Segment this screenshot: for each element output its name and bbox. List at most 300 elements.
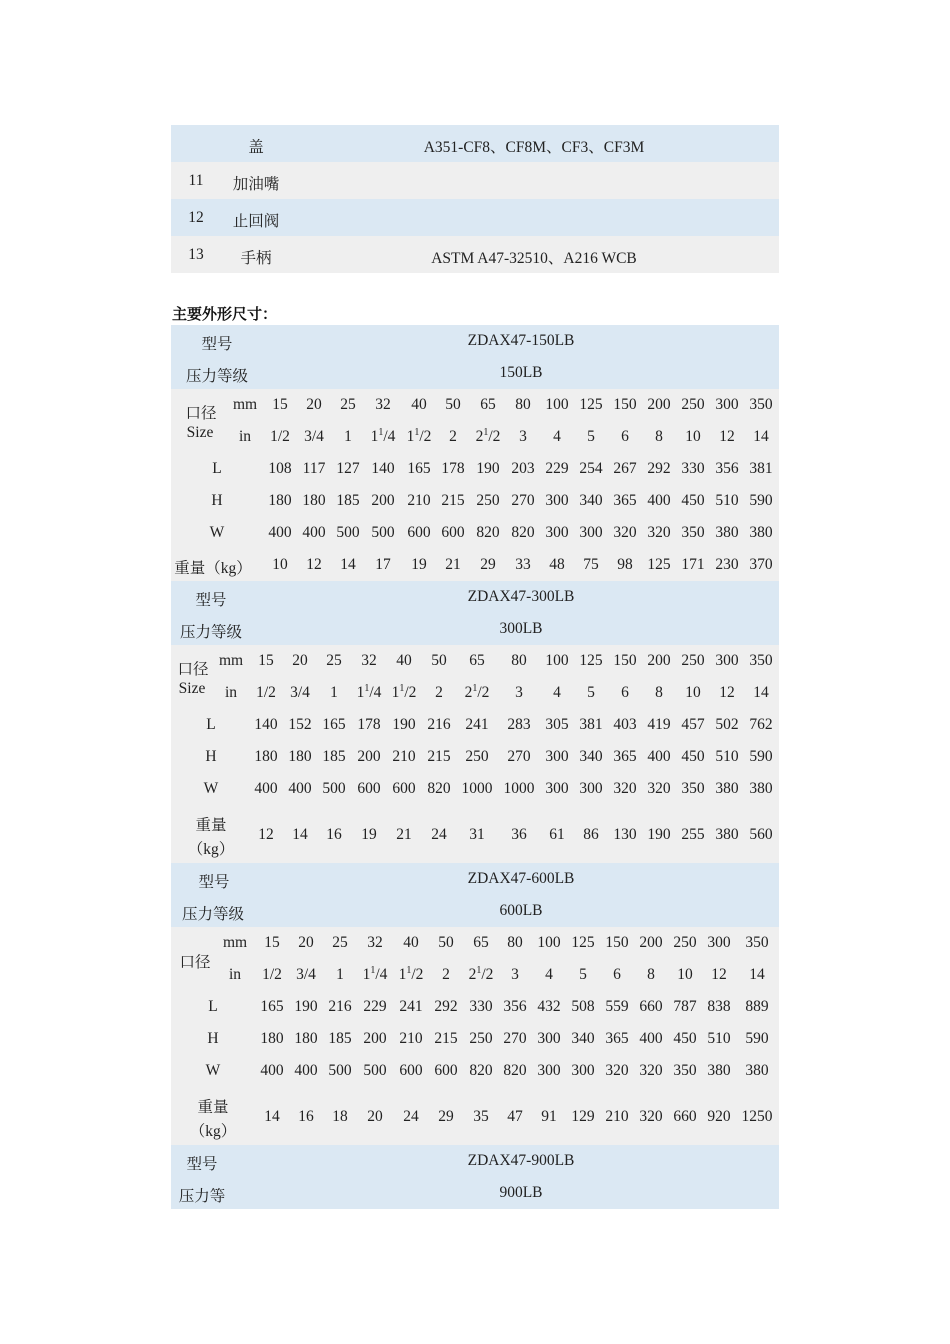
- in-size: [363, 966, 388, 984]
- in-size-whole: 1/2: [256, 684, 276, 701]
- mm-size: 125: [579, 652, 603, 669]
- W-value: 320: [647, 524, 671, 541]
- in-size-whole: 5: [579, 966, 587, 983]
- in-size: [553, 428, 561, 446]
- in-size-sup: 1: [483, 427, 489, 438]
- in-size-whole: 10: [685, 684, 701, 701]
- W-value: 380: [707, 1062, 731, 1079]
- L-value: 502: [715, 716, 739, 733]
- weight-value: 380: [715, 826, 739, 843]
- model-label: 型号: [198, 874, 230, 891]
- L-value: 140: [254, 716, 278, 733]
- L-value: 203: [511, 460, 535, 477]
- H-value: 250: [469, 1030, 493, 1047]
- H-value: 400: [639, 1030, 663, 1047]
- mm-size: 20: [292, 652, 308, 669]
- weight-value: 16: [298, 1108, 314, 1125]
- H-value: 180: [288, 748, 312, 765]
- in-size: [749, 966, 765, 984]
- pressure-label: 压力等: [178, 1188, 226, 1205]
- W-label: W: [209, 524, 225, 541]
- mm-size: 15: [264, 934, 280, 951]
- weight-value: 130: [613, 826, 637, 843]
- L-value: 381: [579, 716, 603, 733]
- W-label: W: [203, 780, 219, 797]
- mm-size: 40: [411, 396, 427, 413]
- H-value: 180: [254, 748, 278, 765]
- in-size-whole: 14: [753, 428, 769, 445]
- L-value: 508: [571, 998, 595, 1015]
- in-size: [685, 428, 701, 446]
- H-value: 185: [336, 492, 360, 509]
- model-label: 型号: [201, 336, 233, 353]
- H-value: 510: [715, 492, 739, 509]
- in-size-whole: 4: [545, 966, 553, 983]
- weight-value: 17: [375, 556, 391, 573]
- in-size: [296, 966, 316, 984]
- W-value: 320: [613, 780, 637, 797]
- in-size-whole: 1: [330, 684, 338, 701]
- L-value: 762: [749, 716, 773, 733]
- dimension-body: [171, 645, 779, 863]
- H-value: 340: [579, 748, 603, 765]
- mm-size: 50: [438, 934, 454, 951]
- H-value: 200: [371, 492, 395, 509]
- H-value: 270: [511, 492, 535, 509]
- in-size-whole: 1: [336, 966, 344, 983]
- weight-value: 91: [541, 1108, 557, 1125]
- mm-label: mm: [218, 652, 244, 669]
- weight-value: 31: [469, 826, 485, 843]
- size-label: Size: [178, 680, 206, 697]
- H-label: H: [211, 492, 223, 509]
- H-value: 300: [545, 748, 569, 765]
- in-size-whole: 4: [553, 428, 561, 445]
- W-value: 600: [407, 524, 431, 541]
- mm-size: 150: [605, 934, 629, 951]
- H-value: 215: [441, 492, 465, 509]
- model-value: ZDAX47-600LB: [467, 870, 575, 887]
- in-size-sup: 1: [370, 965, 376, 976]
- W-value: 350: [673, 1062, 697, 1079]
- in-size: [392, 684, 417, 702]
- weight-value: 125: [647, 556, 671, 573]
- in-size-rest: /2: [488, 428, 501, 445]
- in-size-whole: 1: [406, 428, 415, 445]
- H-value: 450: [681, 492, 705, 509]
- in-size-whole: 1: [344, 428, 352, 445]
- in-size-whole: 5: [587, 684, 595, 701]
- dimensions-table: [171, 325, 779, 1209]
- weight-value: 10: [272, 556, 288, 573]
- L-value: 559: [605, 998, 629, 1015]
- pressure-value: 600LB: [499, 902, 543, 919]
- L-value: 330: [469, 998, 493, 1015]
- material-no: 13: [188, 246, 204, 263]
- caliber-label: 口径: [185, 405, 217, 422]
- W-value: 300: [579, 780, 603, 797]
- in-size-rest: /2: [419, 428, 432, 445]
- material-spec: ASTM A47-32510、A216 WCB: [431, 250, 637, 267]
- model-value: ZDAX47-150LB: [467, 332, 575, 349]
- in-size: [753, 428, 769, 446]
- mm-size: 50: [431, 652, 447, 669]
- H-value: 400: [647, 492, 671, 509]
- W-value: 380: [749, 780, 773, 797]
- L-value: 305: [545, 716, 569, 733]
- W-value: 380: [749, 524, 773, 541]
- dimension-body: [171, 927, 779, 1145]
- weight-value: 255: [681, 826, 705, 843]
- mm-size: 350: [749, 652, 773, 669]
- W-value: 600: [434, 1062, 458, 1079]
- dimensions-heading: 主要外形尺寸：: [172, 305, 278, 323]
- weight-label: 重量: [197, 1099, 229, 1116]
- in-size-sup: 1: [399, 683, 405, 694]
- mm-size: 300: [707, 934, 731, 951]
- mm-size: 40: [396, 652, 412, 669]
- H-value: 340: [579, 492, 603, 509]
- in-size-rest: /2: [411, 966, 424, 983]
- in-size-sup: 1: [406, 965, 412, 976]
- weight-value: 61: [549, 826, 565, 843]
- in-size-rest: /2: [481, 966, 494, 983]
- in-size-whole: 10: [677, 966, 693, 983]
- in-size: [262, 966, 282, 984]
- W-value: 1000: [461, 780, 493, 797]
- weight-value: 920: [707, 1108, 731, 1125]
- in-size: [613, 966, 621, 984]
- L-value: 292: [647, 460, 671, 477]
- H-value: 450: [681, 748, 705, 765]
- in-size-rest: /4: [369, 684, 382, 701]
- in-size-whole: 12: [719, 684, 735, 701]
- material-no: 11: [188, 172, 204, 189]
- weight-value: 190: [647, 826, 671, 843]
- L-value: 117: [302, 460, 326, 477]
- in-size-whole: 3/4: [304, 428, 324, 445]
- H-value: 185: [322, 748, 346, 765]
- weight-label: 重量（kg）: [174, 560, 252, 577]
- W-value: 400: [302, 524, 326, 541]
- pressure-value: 900LB: [499, 1184, 543, 1201]
- in-size: [344, 428, 352, 446]
- in-size: [621, 684, 629, 702]
- weight-value: 98: [617, 556, 633, 573]
- in-size: [587, 684, 595, 702]
- in-size-rest: /2: [477, 684, 490, 701]
- mm-size: 100: [537, 934, 561, 951]
- in-size-whole: 8: [655, 428, 663, 445]
- in-size-whole: 6: [613, 966, 621, 983]
- in-size-whole: 2: [449, 428, 457, 445]
- L-label: L: [208, 998, 218, 1015]
- in-size: [719, 684, 735, 702]
- in-size: [435, 684, 443, 702]
- W-value: 600: [441, 524, 465, 541]
- L-value: 165: [260, 998, 284, 1015]
- H-value: 185: [328, 1030, 352, 1047]
- pressure-row: [171, 1177, 779, 1209]
- W-value: 400: [260, 1062, 284, 1079]
- in-size-whole: 3: [519, 428, 527, 445]
- weight-value: 14: [264, 1108, 280, 1125]
- mm-size: 250: [673, 934, 697, 951]
- in-size: [330, 684, 338, 702]
- mm-size: 25: [332, 934, 348, 951]
- H-label: H: [207, 1030, 219, 1047]
- in-size: [399, 966, 424, 984]
- H-value: 510: [707, 1030, 731, 1047]
- L-value: 178: [357, 716, 381, 733]
- model-row: [171, 863, 779, 895]
- in-size-whole: 1/2: [262, 966, 282, 983]
- mm-size: 300: [715, 396, 739, 413]
- in-size-whole: 4: [553, 684, 561, 701]
- in-size: [256, 684, 276, 702]
- W-value: 500: [328, 1062, 352, 1079]
- W-value: 500: [371, 524, 395, 541]
- pressure-label: 压力等级: [181, 906, 245, 923]
- in-size-whole: 14: [749, 966, 765, 983]
- weight-value: 35: [473, 1108, 489, 1125]
- in-size-sup: 1: [414, 427, 420, 438]
- in-size: [371, 428, 396, 446]
- H-value: 270: [503, 1030, 527, 1047]
- H-value: 590: [749, 492, 773, 509]
- H-value: 250: [465, 748, 489, 765]
- L-label: L: [206, 716, 216, 733]
- in-size: [647, 966, 655, 984]
- weight-value: 24: [403, 1108, 419, 1125]
- in-size: [621, 428, 629, 446]
- weight-label-unit: （kg）: [187, 841, 235, 858]
- size-label: Size: [186, 424, 214, 441]
- mm-size: 20: [306, 396, 322, 413]
- weight-value: 660: [673, 1108, 697, 1125]
- L-value: 787: [673, 998, 697, 1015]
- mm-size: 25: [326, 652, 342, 669]
- weight-value: 48: [549, 556, 565, 573]
- mm-size: 65: [473, 934, 489, 951]
- in-size: [655, 428, 663, 446]
- L-value: 190: [392, 716, 416, 733]
- mm-size: 100: [545, 396, 569, 413]
- material-no: 12: [188, 209, 204, 226]
- in-label: in: [238, 428, 252, 445]
- dimension-body: [171, 389, 779, 581]
- L-value: 165: [407, 460, 431, 477]
- model-row: [171, 581, 779, 613]
- in-size: [711, 966, 727, 984]
- W-value: 400: [254, 780, 278, 797]
- H-value: 510: [715, 748, 739, 765]
- weight-value: 16: [326, 826, 342, 843]
- in-size: [553, 684, 561, 702]
- W-value: 600: [399, 1062, 423, 1079]
- in-size-rest: /4: [383, 428, 396, 445]
- W-value: 500: [322, 780, 346, 797]
- W-value: 320: [613, 524, 637, 541]
- W-value: 300: [537, 1062, 561, 1079]
- pressure-label: 压力等级: [185, 368, 249, 385]
- H-value: 200: [357, 748, 381, 765]
- mm-size: 150: [613, 396, 637, 413]
- L-value: 381: [749, 460, 773, 477]
- L-value: 838: [707, 998, 731, 1015]
- mm-size: 125: [579, 396, 603, 413]
- in-size-whole: 3/4: [290, 684, 310, 701]
- L-value: 432: [537, 998, 561, 1015]
- L-value: 356: [503, 998, 527, 1015]
- in-size-whole: 3: [515, 684, 523, 701]
- pressure-value: 300LB: [499, 620, 543, 637]
- in-size: [519, 428, 527, 446]
- material-row: [171, 125, 779, 162]
- H-value: 250: [476, 492, 500, 509]
- L-value: 330: [681, 460, 705, 477]
- model-value: ZDAX47-300LB: [467, 588, 575, 605]
- W-value: 350: [681, 524, 705, 541]
- W-value: 500: [336, 524, 360, 541]
- mm-size: 65: [469, 652, 485, 669]
- weight-value: 230: [715, 556, 739, 573]
- W-value: 380: [715, 780, 739, 797]
- W-value: 320: [647, 780, 671, 797]
- H-value: 200: [363, 1030, 387, 1047]
- mm-size: 40: [403, 934, 419, 951]
- in-size-sup: 1: [476, 965, 482, 976]
- L-value: 419: [647, 716, 671, 733]
- weight-value: 14: [340, 556, 356, 573]
- weight-value: 14: [292, 826, 308, 843]
- weight-value: 29: [480, 556, 496, 573]
- L-value: 140: [371, 460, 395, 477]
- mm-size: 150: [613, 652, 637, 669]
- pressure-value: 150LB: [499, 364, 543, 381]
- in-size: [336, 966, 344, 984]
- L-value: 241: [399, 998, 423, 1015]
- L-value: 216: [427, 716, 451, 733]
- W-value: 300: [545, 524, 569, 541]
- pressure-label: 压力等级: [179, 624, 243, 641]
- L-value: 108: [268, 460, 292, 477]
- W-value: 1000: [503, 780, 535, 797]
- mm-size: 80: [511, 652, 527, 669]
- mm-size: 15: [272, 396, 288, 413]
- in-size: [469, 966, 494, 984]
- in-label: in: [228, 966, 242, 983]
- in-size: [407, 428, 432, 446]
- L-value: 889: [745, 998, 769, 1015]
- in-size: [476, 428, 501, 446]
- model-label: 型号: [186, 1156, 218, 1173]
- in-size: [587, 428, 595, 446]
- W-value: 500: [363, 1062, 387, 1079]
- pressure-row: [171, 895, 779, 927]
- weight-value: 1250: [741, 1108, 773, 1125]
- mm-size: 65: [480, 396, 496, 413]
- L-value: 152: [288, 716, 312, 733]
- L-value: 660: [639, 998, 663, 1015]
- L-value: 356: [715, 460, 739, 477]
- in-size: [545, 966, 553, 984]
- weight-value: 21: [445, 556, 461, 573]
- in-size: [677, 966, 693, 984]
- weight-value: 33: [515, 556, 531, 573]
- model-row: [171, 1145, 779, 1177]
- mm-size: 200: [647, 652, 671, 669]
- in-size: [511, 966, 519, 984]
- mm-label: mm: [222, 934, 248, 951]
- W-value: 300: [579, 524, 603, 541]
- L-value: 190: [476, 460, 500, 477]
- weight-value: 129: [571, 1108, 595, 1125]
- in-size: [685, 684, 701, 702]
- in-size-whole: 2: [442, 966, 450, 983]
- material-name: 止回阀: [232, 213, 280, 230]
- caliber-label: 口径: [179, 954, 211, 971]
- material-spec: A351-CF8、CF8M、CF3、CF3M: [423, 139, 645, 156]
- H-value: 365: [613, 492, 637, 509]
- in-size: [442, 966, 450, 984]
- mm-size: 32: [361, 652, 377, 669]
- H-value: 215: [434, 1030, 458, 1047]
- weight-value: 75: [583, 556, 599, 573]
- H-value: 270: [507, 748, 531, 765]
- in-size-rest: /2: [404, 684, 417, 701]
- W-value: 400: [268, 524, 292, 541]
- H-value: 215: [427, 748, 451, 765]
- W-value: 600: [357, 780, 381, 797]
- in-size-whole: 2: [475, 428, 484, 445]
- mm-size: 80: [515, 396, 531, 413]
- W-value: 380: [715, 524, 739, 541]
- W-value: 820: [511, 524, 535, 541]
- W-value: 350: [681, 780, 705, 797]
- weight-value: 24: [431, 826, 447, 843]
- in-size-whole: 3: [511, 966, 519, 983]
- weight-value: 29: [438, 1108, 454, 1125]
- material-name: 手柄: [240, 250, 272, 267]
- L-value: 457: [681, 716, 705, 733]
- mm-size: 100: [545, 652, 569, 669]
- in-size: [579, 966, 587, 984]
- material-row: [171, 162, 779, 199]
- in-size-whole: 12: [719, 428, 735, 445]
- weight-value: 19: [411, 556, 427, 573]
- mm-size: 250: [681, 652, 705, 669]
- weight-value: 210: [605, 1108, 629, 1125]
- in-size-whole: 1: [356, 684, 365, 701]
- in-size: [357, 684, 382, 702]
- W-value: 300: [545, 780, 569, 797]
- mm-size: 125: [571, 934, 595, 951]
- weight-label-unit: （kg）: [189, 1123, 237, 1140]
- in-size-whole: 6: [621, 684, 629, 701]
- H-value: 300: [537, 1030, 561, 1047]
- H-value: 340: [571, 1030, 595, 1047]
- mm-size: 300: [715, 652, 739, 669]
- L-value: 229: [363, 998, 387, 1015]
- weight-value: 86: [583, 826, 599, 843]
- in-size-whole: 1: [362, 966, 371, 983]
- weight-value: 12: [258, 826, 274, 843]
- mm-size: 32: [375, 396, 391, 413]
- weight-value: 47: [507, 1108, 523, 1125]
- L-value: 403: [613, 716, 637, 733]
- in-size: [290, 684, 310, 702]
